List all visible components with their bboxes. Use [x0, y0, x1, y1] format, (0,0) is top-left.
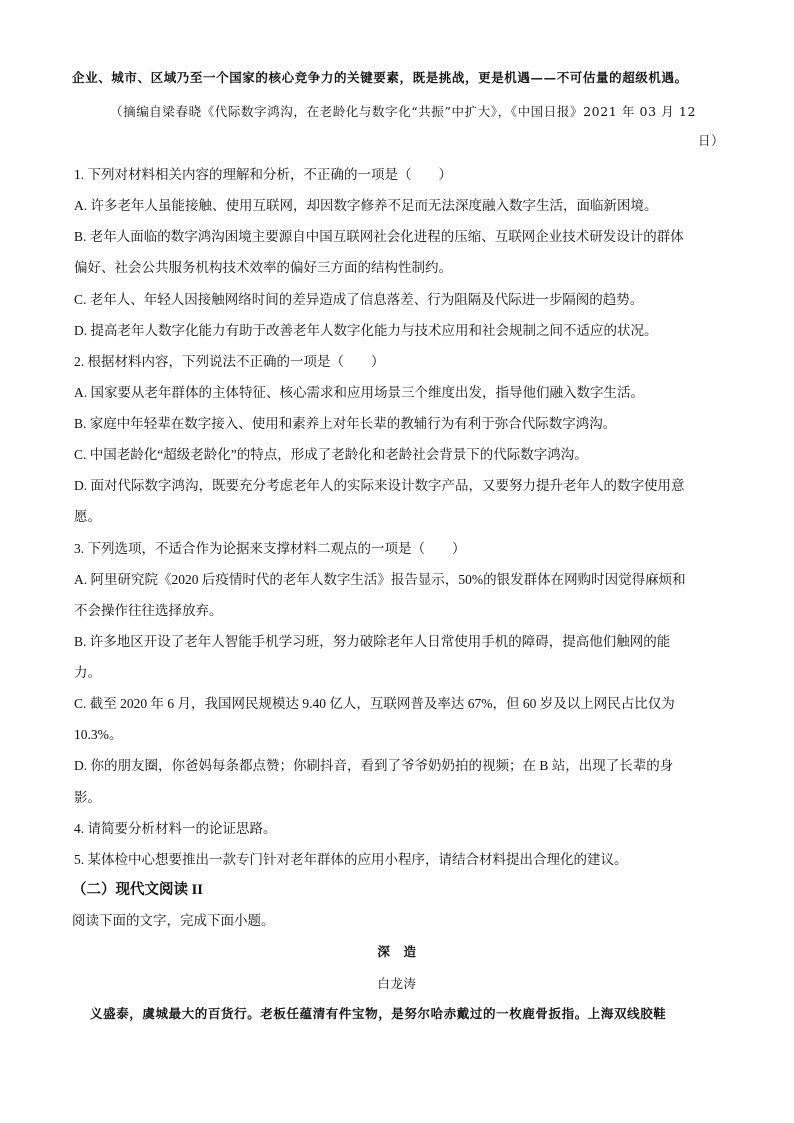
story-author: 白龙涛 — [377, 976, 417, 991]
question-1-option-b-continued: 偏好、社会公共服务机构技术效率的偏好三方面的结构性制约。 — [74, 260, 452, 275]
question-1-option-b: B. 老年人面临的数字鸿沟困境主要源自中国互联网社会化进程的压缩、互联网企业技术研发设计的群体 — [74, 229, 684, 244]
question-3-option-a: A. 阿里研究院《2020 后疫情时代的老年人数字生活》报告显示，50%的银发群体在网购时因觉得麻烦和 — [74, 572, 686, 587]
question-3-option-d: D. 你的朋友圈，你爸妈每条都点赞；你刷抖音，看到了爷爷奶奶拍的视频；在 B 站，出现了长辈的身 — [74, 758, 674, 773]
question-2-option-d-continued: 愿。 — [74, 509, 101, 524]
story-title: 深 造 — [377, 944, 417, 959]
question-3-option-a-continued: 不会操作往往选择放弃。 — [74, 603, 223, 618]
question-3-option-c: C. 截至 2020 年 6 月，我国网民规模达 9.40 亿人，互联网普及率达 67%，但 60 岁及以上网民占比仅为 — [74, 696, 675, 711]
question-1-stem: 1. 下列对材料相关内容的理解和分析，不正确的一项是（ ） — [74, 167, 452, 182]
source-citation: （摘编自梁春晓《代际数字鸿沟，在老龄化与数字化“共振”中扩大》，《中国日报》2021 年 03 月 12 — [110, 104, 696, 119]
question-4-stem: 4. 请简要分析材料一的论证思路。 — [74, 821, 277, 836]
question-3-stem: 3. 下列选项，不适合作为论据来支撑材料二观点的一项是（ ） — [74, 541, 466, 556]
passage-closing-line: 企业、城市、区域乃至一个国家的核心竞争力的关键要素，既是挑战，更是机遇——不可估量的超级机遇。 — [72, 70, 688, 85]
question-2-option-b: B. 家庭中年轻辈在数字接入、使用和素养上对年长辈的教辅行为有利于弥合代际数字鸿沟。 — [74, 416, 617, 431]
question-1-option-d: D. 提高老年人数字化能力有助于改善老年人数字化能力与技术应用和社会规制之间不适应的状况。 — [74, 323, 658, 338]
question-3-option-b: B. 许多地区开设了老年人智能手机学习班，努力破除老年人日常使用手机的障碍，提高他们触网的能 — [74, 634, 671, 649]
source-citation-continued: 日） — [698, 133, 725, 148]
question-2-stem: 2. 根据材料内容，下列说法不正确的一项是（ ） — [74, 354, 385, 369]
section-heading: （二）现代文阅读 II — [72, 882, 203, 898]
reading-instruction: 阅读下面的文字，完成下面小题。 — [72, 913, 275, 928]
question-3-option-c-continued: 10.3%。 — [74, 727, 123, 742]
question-2-option-a: A. 国家要从老年群体的主体特征、核心需求和应用场景三个维度出发，指导他们融入数字生活。 — [74, 385, 644, 400]
question-2-option-d: D. 面对代际数字鸿沟，既要充分考虑老年人的实际来设计数字产品，又要努力提升老年人的数字使用意 — [74, 478, 685, 493]
question-1-option-a: A. 许多老年人虽能接触、使用互联网，却因数字修养不足而无法深度融入数字生活，面临新困境。 — [74, 198, 658, 213]
question-5-stem: 5. 某体检中心想要推出一款专门针对老年群体的应用小程序，请结合材料提出合理化的建议。 — [74, 852, 628, 867]
question-3-option-d-continued: 影。 — [74, 790, 101, 805]
question-3-option-b-continued: 力。 — [74, 665, 101, 680]
question-1-option-c: C. 老年人、年轻人因接触网络时间的差异造成了信息落差、行为阻隔及代际进一步隔阂的趋势。 — [74, 292, 644, 307]
story-first-line: 义盛泰，虞城最大的百货行。老板任蕴清有件宝物，是努尔哈赤戴过的一枚鹿骨扳指。上海双线胶鞋 — [90, 1006, 667, 1021]
question-2-option-c: C. 中国老龄化“超级老龄化”的特点，形成了老龄化和老龄社会背景下的代际数字鸿沟。 — [74, 447, 588, 462]
